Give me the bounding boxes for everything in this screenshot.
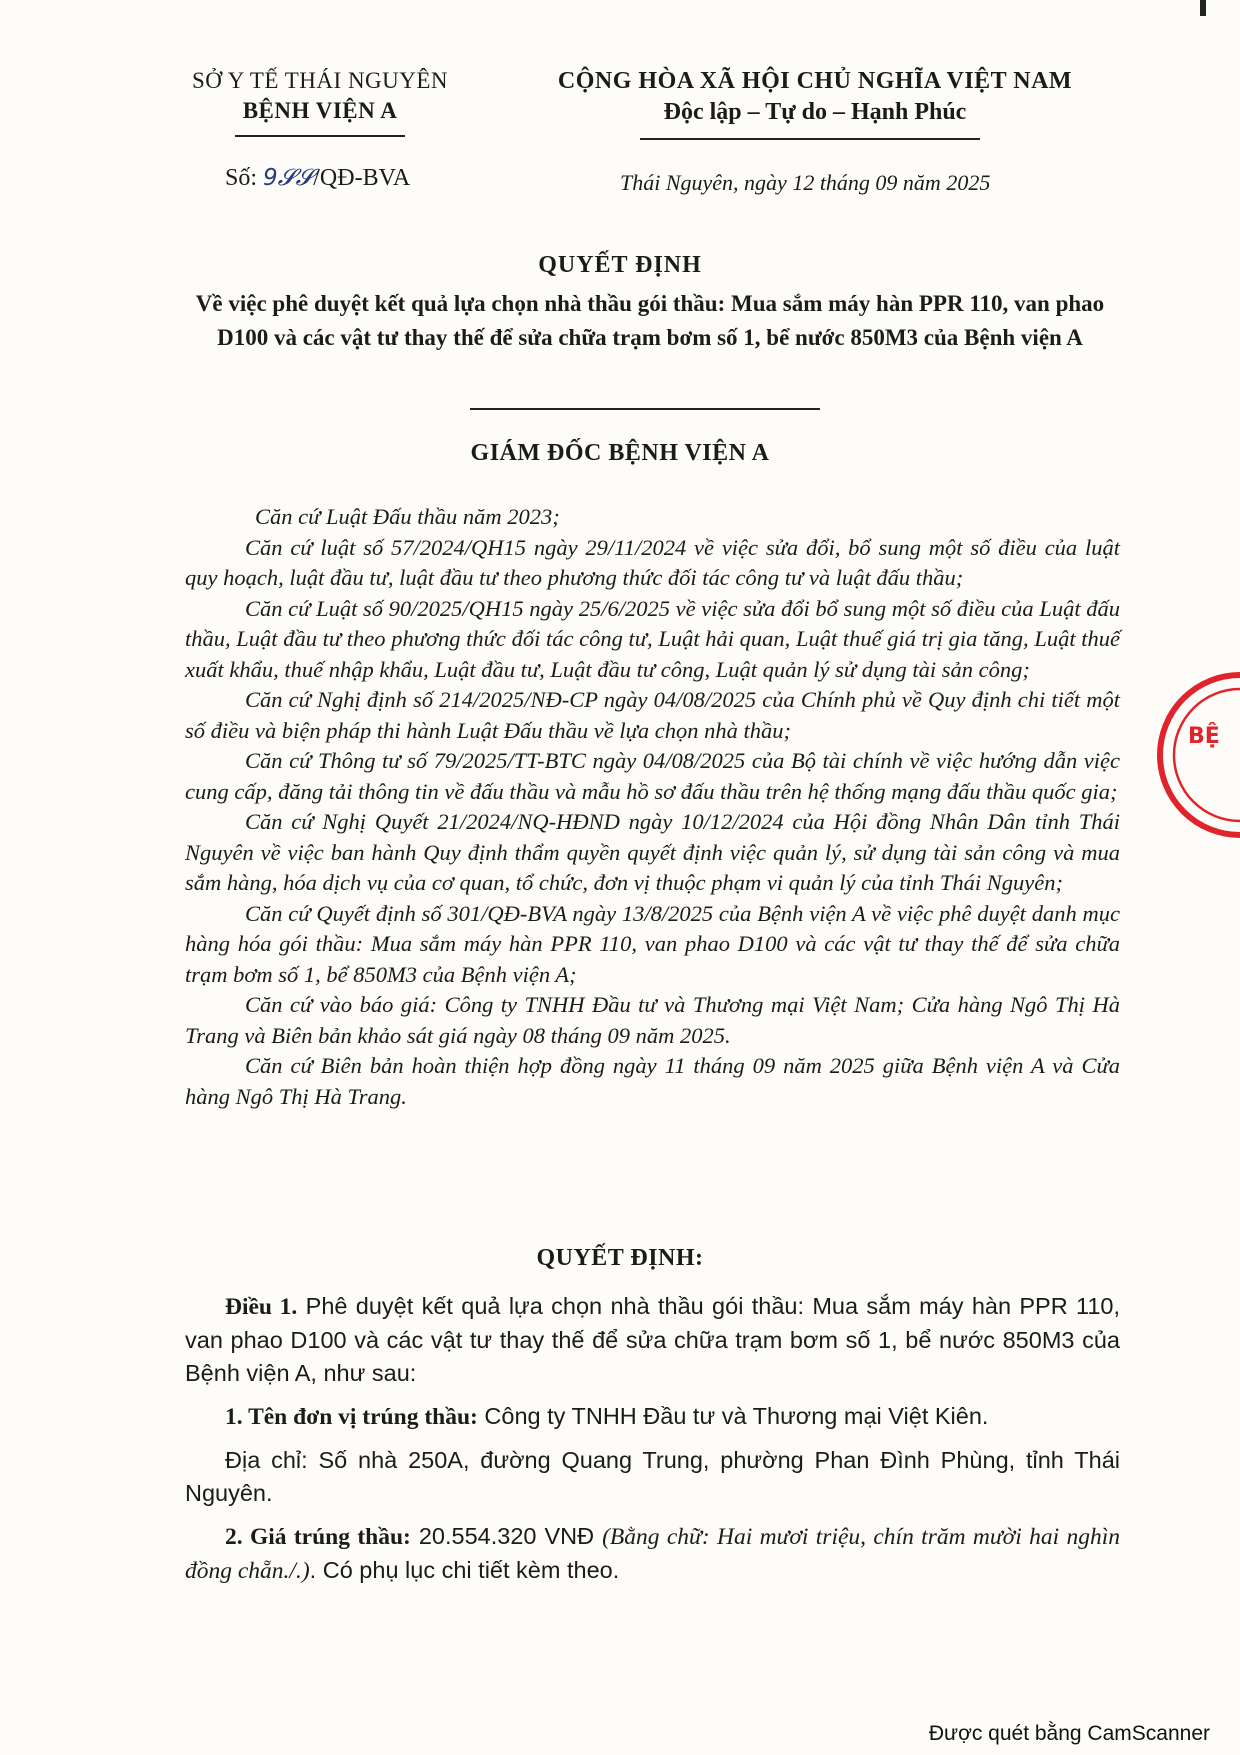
doc-no-prefix: Số: <box>225 165 264 191</box>
motto-underline <box>640 138 980 140</box>
article-1 <box>185 1290 1120 1588</box>
price-line <box>185 1520 1120 1588</box>
doc-no-suffix: /QĐ-BVA <box>313 165 411 191</box>
article-1-text: Phê duyệt kết quả lựa chọn nhà thầu gói thầu: Mua sắm máy hàn PPR 110, van phao D100 và các vật tư thay thế để sửa chữa trạm bơm số 1, bể nước 850M3 của Bệnh viện A, như sau: <box>185 1293 1121 1386</box>
national-motto: Độc lập – Tự do – Hạnh Phúc <box>663 99 967 125</box>
winner-label: 1. Tên đơn vị trúng thầu: <box>225 1404 478 1430</box>
scanner-watermark: Được quét bằng CamScanner <box>928 1722 1210 1745</box>
legal-basis-item: Căn cứ vào báo giá: Công ty TNHH Đầu tư và Thương mại Việt Nam; Cửa hàng Ngô Thị Hà Trang và Biên bản khảo sát giá ngày 08 tháng 09 năm 2025. <box>185 992 1120 1048</box>
red-seal-stamp <box>1140 665 1240 845</box>
org-underline <box>235 135 405 137</box>
national-header <box>535 68 1095 126</box>
document-date: Thái Nguyên, ngày 12 tháng 09 năm 2025 <box>620 170 991 195</box>
subject-underline <box>470 408 820 410</box>
decision-heading: QUYẾT ĐỊNH: <box>536 1245 704 1271</box>
org-parent: SỞ Y TẾ THÁI NGUYÊN <box>191 68 449 93</box>
legal-basis-item: Căn cứ Quyết định số 301/QĐ-BVA ngày 13/8/2025 của Bệnh viện A về việc phê duyệt danh mục hàng hóa gói thầu: Mua sắm máy hàn PPR 110, van phao D100 và các vật tư thay thế để sửa chữa trạm bơm số 1, bể 850M3 của Bệnh viện A; <box>185 900 1120 987</box>
legal-basis-item: Căn cứ Nghị Quyết 21/2024/NQ-HĐND ngày 10/12/2024 của Hội đồng Nhân Dân tỉnh Thái Nguyên về việc ban hành Quy định thẩm quyền quyết định việc quản lý, sử dụng tài sản công và mua sắm hàng, hóa dịch vụ của cơ quan, tổ chức, đơn vị thuộc phạm vi quản lý của tỉnh Thái Nguyên; <box>185 809 1120 895</box>
document-number <box>225 165 410 192</box>
article-1-label: Điều 1. <box>225 1294 298 1320</box>
authority-heading: GIÁM ĐỐC BỆNH VIỆN A <box>470 440 770 466</box>
seal-text-fragment: BỆ <box>1188 724 1220 749</box>
legal-basis-item: Căn cứ Nghị định số 214/2025/NĐ-CP ngày 04/08/2025 của Chính phủ về Quy định chi tiết một số điều và biện pháp thi hành Luật Đấu thầu về lựa chọn nhà thầu; <box>185 687 1120 743</box>
seal-outer-ring <box>1160 675 1240 835</box>
price-value: 20.554.320 VNĐ <box>410 1523 603 1549</box>
document-subject: Về việc phê duyệt kết quả lựa chọn nhà thầu gói thầu: Mua sắm máy hàn PPR 110, van phao D100 và các vật tư thay thế để sửa chữa trạm bơm số 1, bể nước 850M3 của Bệnh viện A <box>195 291 1105 350</box>
country-name: CỘNG HÒA XÃ HỘI CHỦ NGHĨA VIỆT NAM <box>557 68 1073 94</box>
legal-basis-item: Căn cứ Biên bản hoàn thiện hợp đồng ngày 11 tháng 09 năm 2025 giữa Bệnh viện A và Cửa hàng Ngô Thị Hà Trang. <box>185 1053 1120 1109</box>
winner-address: Địa chỉ: Số nhà 250A, đường Quang Trung, phường Phan Đình Phùng, tỉnh Thái Nguyên. <box>185 1447 1120 1506</box>
scan-edge-mark <box>1200 0 1206 16</box>
document-title: QUYẾT ĐỊNH <box>538 252 702 278</box>
org-name: BỆNH VIỆN A <box>242 98 398 123</box>
legal-basis-item: Căn cứ luật số 57/2024/QH15 ngày 29/11/2024 về việc sửa đổi, bổ sung một số điều của luật quy hoạch, luật đầu tư, luật đầu tư theo phương thức đối tác công tư và luật đấu thầu; <box>185 534 1120 590</box>
legal-bases <box>185 502 1120 1112</box>
seal-inner-ring <box>1174 689 1240 821</box>
winner-value: Công ty TNHH Đầu tư và Thương mại Việt Kiên. <box>477 1403 989 1429</box>
issuing-organization <box>170 68 470 124</box>
legal-basis-item: Căn cứ Thông tư số 79/2025/TT-BTC ngày 04/08/2025 của Bộ tài chính về việc hướng dẫn việc cung cấp, đăng tải thông tin về đấu thầu và mẫu hồ sơ đấu thầu trên hệ thống mạng đấu thầu quốc gia; <box>185 748 1120 804</box>
price-tail: . Có phụ lục chi tiết kèm theo. <box>309 1557 620 1583</box>
article-1-intro <box>185 1290 1120 1390</box>
price-label: 2. Giá trúng thầu: <box>225 1524 411 1550</box>
legal-basis-item: Căn cứ Luật số 90/2025/QH15 ngày 25/6/2025 về việc sửa đổi bổ sung một số điều của Luật đấu thầu, Luật đầu tư theo phương thức đối tác công tư, Luật hải quan, Luật thuế giá trị gia tăng, Luật thuế xuất khẩu, thuế nhập khẩu, Luật đầu tư, Luật đầu tư công, Luật quản lý sử dụng tài sản công; <box>185 595 1120 682</box>
price-words: (Bằng chữ: Hai mươi triệu, chín trăm mười hai nghìn đồng chẵn./.) <box>185 1524 1120 1584</box>
doc-no-handwritten: 9𝓢𝓢 <box>263 165 314 191</box>
legal-basis-item: Căn cứ Luật Đấu thầu năm 2023; <box>255 504 560 529</box>
winner-line <box>185 1400 1120 1434</box>
